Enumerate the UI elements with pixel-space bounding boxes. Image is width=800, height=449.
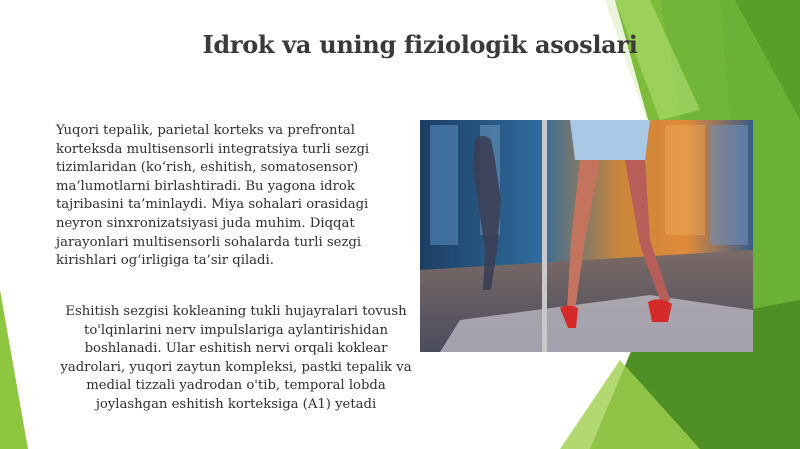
deco-left-stripe xyxy=(0,290,28,449)
paragraph-hearing: Eshitish sezgisi kokleaning tukli hujayralari tovush to'lqinlarini nerv impulslariga aylantirishidan boshlanadi. Ular eshitish nervi orqali koklear yadrolari, yuqori zaytun kompleksi, pastki tepalik va medial tizzali yadrodan o'tib, temporal lobda joylashgan eshitish korteksiga (A1) yetadi xyxy=(60,304,412,412)
photo-window-panel-3 xyxy=(665,125,705,235)
photo-pole xyxy=(542,120,547,352)
photo-skirt xyxy=(570,120,650,160)
slide-title: Idrok va uning fiziologik asoslari xyxy=(202,30,638,59)
paragraph-multisensory: Yuqori tepalik, parietal korteks va prefrontal korteksda multisensorli integratsiya turli sezgi tizimlaridan (ko‘rish, eshitish, somatosensor) ma’lumotlarni birlashtiradi. Bu yagona idrok tajribasini ta’minlaydi. Miya sohalari orasidagi neyron sinxronizatsiyasi juda muhim. Diqqat jarayonlari multisensorli sohalarda turli sezgi kirishlari og‘irligiga ta’sir qiladi. xyxy=(56,123,370,269)
photo-window-panel-1 xyxy=(430,125,458,245)
photo-illustration xyxy=(420,120,753,352)
photo-window-panel-4 xyxy=(710,125,748,245)
photo-shoe-right xyxy=(648,299,672,322)
photo-image xyxy=(420,120,753,352)
